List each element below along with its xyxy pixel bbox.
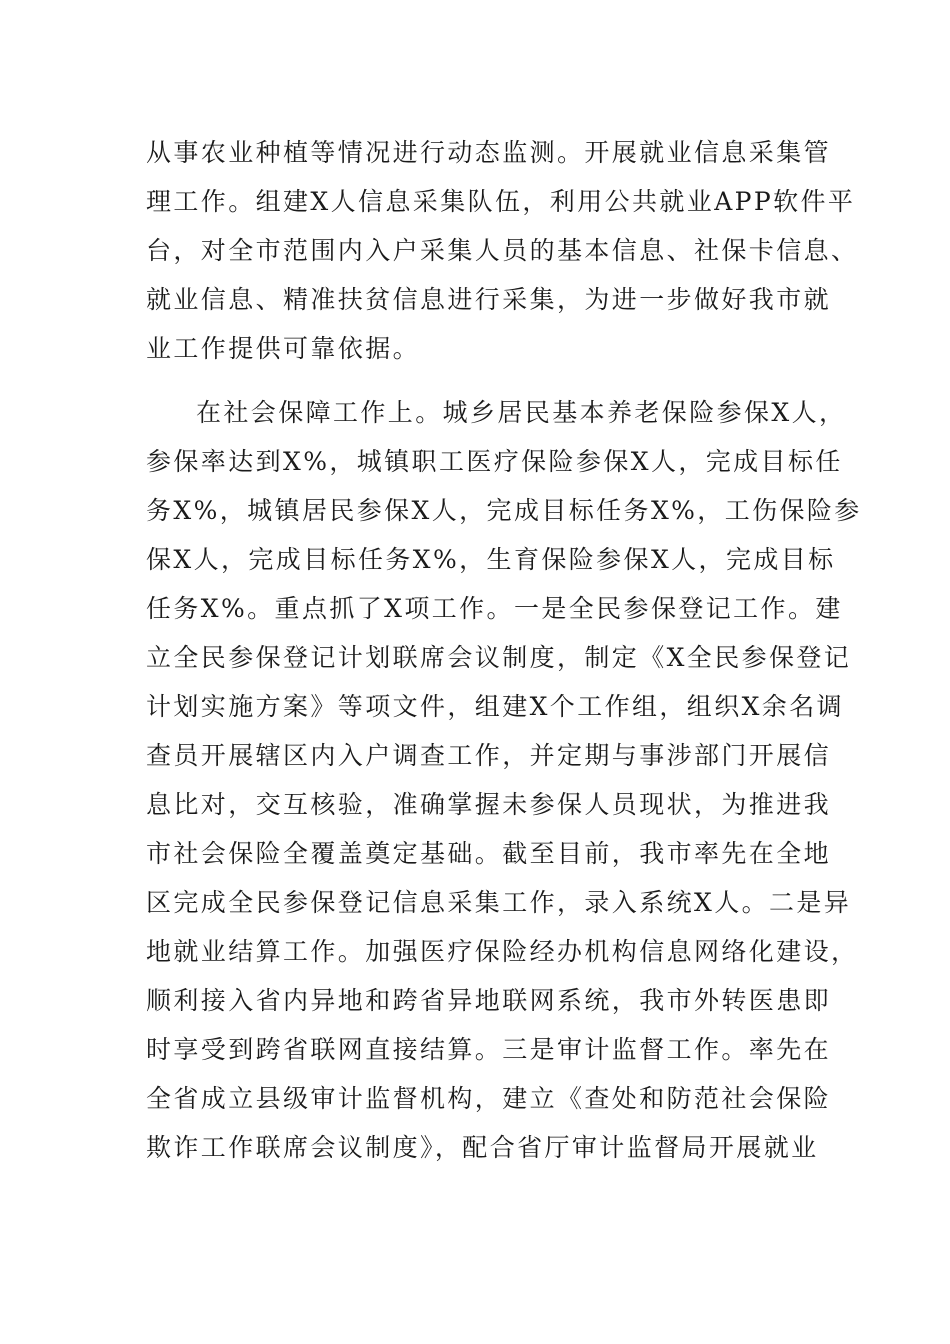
text-line-21: 欺诈工作联席会议制度》，配合省厅审计监督局开展就业 [146,1133,819,1162]
text-line-14: 息比对，交互核验，准确掌握未参保人员现状，为推进我 [146,790,832,819]
text-line-6: 在社会保障工作上。城乡居民基本养老保险参保X人， [196,398,847,427]
text-line-11: 立全民参保登记计划联席会议制度，制定《X全民参保登记 [146,643,852,672]
text-line-20: 全省成立县级审计监督机构，建立《查处和防范社会保险 [146,1084,832,1113]
text-line-16: 区完成全民参保登记信息采集工作，录入系统X人。二是异 [146,888,852,917]
text-line-15: 市社会保险全覆盖奠定基础。截至目前，我市率先在全地 [146,839,832,868]
text-line-7: 参保率达到X%，城镇职工医疗保险参保X人，完成目标任 [146,447,843,476]
text-line-19: 时享受到跨省联网直接结算。三是审计监督工作。率先在 [146,1035,832,1064]
text-line-18: 顺利接入省内异地和跨省异地联网系统，我市外转医患即 [146,986,832,1015]
text-line-1: 从事农业种植等情况进行动态监测。开展就业信息采集管 [146,138,832,167]
text-line-10: 任务X%。重点抓了X项工作。一是全民参保登记工作。建 [146,594,843,623]
text-line-17: 地就业结算工作。加强医疗保险经办机构信息网络化建设， [146,937,859,966]
text-line-3: 台，对全市范围内入户采集人员的基本信息、社保卡信息、 [146,236,859,265]
text-line-4: 就业信息、精准扶贫信息进行采集，为进一步做好我市就 [146,285,832,314]
text-line-8: 务X%，城镇居民参保X人，完成目标任务X%，工伤保险参 [146,496,862,525]
text-line-12: 计划实施方案》等项文件，组建X个工作组，组织X余名调 [146,692,844,721]
text-line-9: 保X人，完成目标任务X%，生育保险参保X人，完成目标 [146,545,836,574]
text-line-13: 查员开展辖区内入户调查工作，并定期与事涉部门开展信 [146,741,832,770]
text-line-2: 理工作。组建X人信息采集队伍，利用公共就业APP软件平 [146,187,856,216]
text-line-5: 业工作提供可靠依据。 [146,334,421,363]
